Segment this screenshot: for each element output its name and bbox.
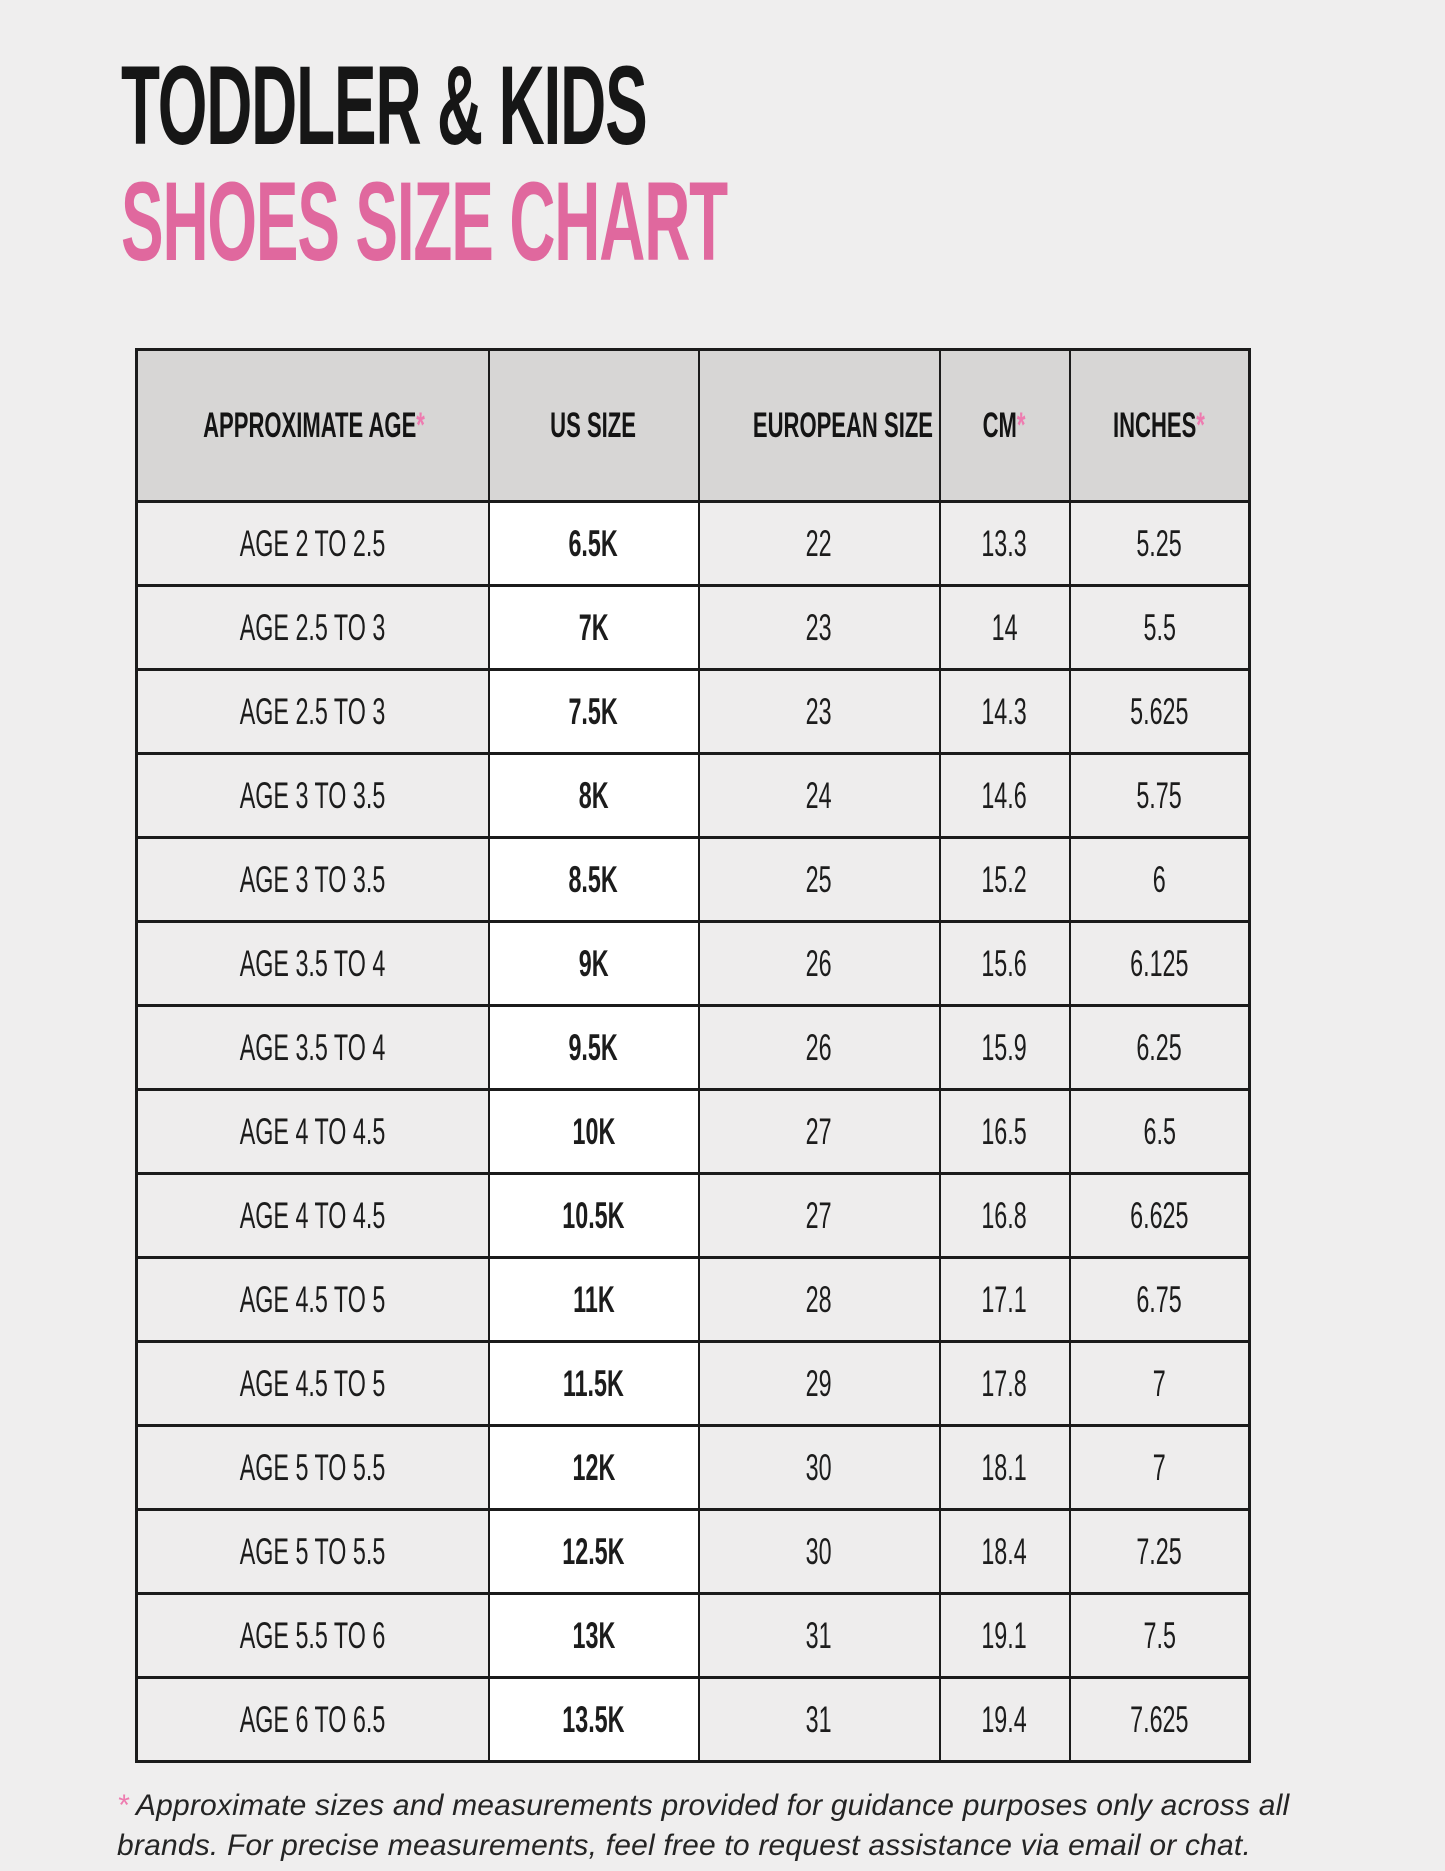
table-cell: 6.5 [1070, 1090, 1250, 1174]
table-cell: AGE 2.5 TO 3 [137, 670, 489, 754]
table-cell: AGE 3.5 TO 4 [137, 922, 489, 1006]
size-chart-table [135, 348, 1251, 1763]
table-cell: 7.25 [1070, 1510, 1250, 1594]
table-cell: 12K [489, 1426, 699, 1510]
table-cell: AGE 4.5 TO 5 [137, 1342, 489, 1426]
table-cell: 7.5 [1070, 1594, 1250, 1678]
table-cell: 7 [1070, 1426, 1250, 1510]
table-cell: 14.3 [940, 670, 1070, 754]
table-cell: 8K [489, 754, 699, 838]
table-cell: 6.75 [1070, 1258, 1250, 1342]
table-cell: 5.75 [1070, 754, 1250, 838]
table-cell: 9.5K [489, 1006, 699, 1090]
table-cell: 18.1 [940, 1426, 1070, 1510]
table-cell: 7.5K [489, 670, 699, 754]
table-cell: 22 [699, 502, 940, 586]
table-cell: 28 [699, 1258, 940, 1342]
table-cell: 26 [699, 1006, 940, 1090]
table-cell: AGE 5 TO 5.5 [137, 1426, 489, 1510]
table-row [137, 1678, 1250, 1762]
table-row [137, 922, 1250, 1006]
footnote-line2: brands. For precise measurements, feel free to request assistance via email or chat. [117, 1828, 1251, 1862]
table-row [137, 1006, 1250, 1090]
col-header-cm: CM* [940, 350, 1070, 502]
table-cell: 7 [1070, 1342, 1250, 1426]
table-body [137, 502, 1250, 1762]
table-cell: 31 [699, 1678, 940, 1762]
table-cell: 23 [699, 586, 940, 670]
table-cell: 14 [940, 586, 1070, 670]
table-cell: 11.5K [489, 1342, 699, 1426]
table-cell: 6.625 [1070, 1174, 1250, 1258]
table-cell: 6 [1070, 838, 1250, 922]
table-cell: 7K [489, 586, 699, 670]
table-cell: AGE 2 TO 2.5 [137, 502, 489, 586]
table-cell: 11K [489, 1258, 699, 1342]
table-row [137, 1174, 1250, 1258]
table-cell: AGE 2.5 TO 3 [137, 586, 489, 670]
table-cell: AGE 3.5 TO 4 [137, 1006, 489, 1090]
footnote-asterisk: * [117, 1789, 129, 1822]
col-header-inches: INCHES* [1070, 350, 1250, 502]
table-cell: AGE 4.5 TO 5 [137, 1258, 489, 1342]
table-cell: 13K [489, 1594, 699, 1678]
table-cell: 27 [699, 1174, 940, 1258]
footnote-line1: Approximate sizes and measurements provided for guidance purposes only across all [135, 1789, 1290, 1822]
table-cell: 30 [699, 1426, 940, 1510]
table-row [137, 1510, 1250, 1594]
table-cell: 17.8 [940, 1342, 1070, 1426]
table-cell: 31 [699, 1594, 940, 1678]
table-cell: 27 [699, 1090, 940, 1174]
asterisk-marker: * [1017, 405, 1026, 445]
col-header-approximate-age: APPROXIMATE AGE* [137, 350, 489, 502]
asterisk-marker: * [416, 405, 425, 445]
table-cell: 23 [699, 670, 940, 754]
table-cell: 9K [489, 922, 699, 1006]
table-header [137, 350, 1250, 502]
table-cell: 8.5K [489, 838, 699, 922]
table-cell: 12.5K [489, 1510, 699, 1594]
table-cell: 15.9 [940, 1006, 1070, 1090]
asterisk-marker: * [1196, 405, 1206, 445]
table-cell: 14.6 [940, 754, 1070, 838]
table-cell: AGE 5 TO 5.5 [137, 1510, 489, 1594]
table-cell: 15.2 [940, 838, 1070, 922]
table-cell: 6.5K [489, 502, 699, 586]
page-title-line2: SHOES SIZE CHART [121, 159, 728, 284]
table-cell: 15.6 [940, 922, 1070, 1006]
table-cell: 10K [489, 1090, 699, 1174]
table-row [137, 754, 1250, 838]
table-cell: 6.125 [1070, 922, 1250, 1006]
table-cell: 13.5K [489, 1678, 699, 1762]
table-cell: 25 [699, 838, 940, 922]
table-cell: AGE 4 TO 4.5 [137, 1090, 489, 1174]
table-cell: 5.5 [1070, 586, 1250, 670]
table-cell: AGE 3 TO 3.5 [137, 754, 489, 838]
table-row [137, 1342, 1250, 1426]
table-cell: 19.1 [940, 1594, 1070, 1678]
table-cell: AGE 3 TO 3.5 [137, 838, 489, 922]
table-row [137, 1426, 1250, 1510]
table-cell: 18.4 [940, 1510, 1070, 1594]
table-cell: 16.8 [940, 1174, 1070, 1258]
table-row [137, 1090, 1250, 1174]
table-cell: AGE 4 TO 4.5 [137, 1174, 489, 1258]
table-cell: 26 [699, 922, 940, 1006]
page-title-line1: TODDLER & KIDS [121, 43, 647, 168]
table-cell: AGE 5.5 TO 6 [137, 1594, 489, 1678]
table-row [137, 586, 1250, 670]
table-cell: 13.3 [940, 502, 1070, 586]
header-row [137, 350, 1250, 502]
table-cell: 10.5K [489, 1174, 699, 1258]
table-cell: 7.625 [1070, 1678, 1250, 1762]
table-cell: 19.4 [940, 1678, 1070, 1762]
col-header-us-size: US SIZE [489, 350, 699, 502]
table-cell: 16.5 [940, 1090, 1070, 1174]
table-cell: 30 [699, 1510, 940, 1594]
table-cell: 5.625 [1070, 670, 1250, 754]
table-row [137, 1258, 1250, 1342]
footnote [117, 1786, 1397, 1866]
table-row [137, 670, 1250, 754]
table-cell: 17.1 [940, 1258, 1070, 1342]
table-cell: 5.25 [1070, 502, 1250, 586]
table-row [137, 1594, 1250, 1678]
table-row [137, 838, 1250, 922]
table-row [137, 502, 1250, 586]
table-cell: AGE 6 TO 6.5 [137, 1678, 489, 1762]
table-cell: 24 [699, 754, 940, 838]
table-cell: 6.25 [1070, 1006, 1250, 1090]
col-header-european-size: EUROPEAN SIZE [699, 350, 940, 502]
table-cell: 29 [699, 1342, 940, 1426]
